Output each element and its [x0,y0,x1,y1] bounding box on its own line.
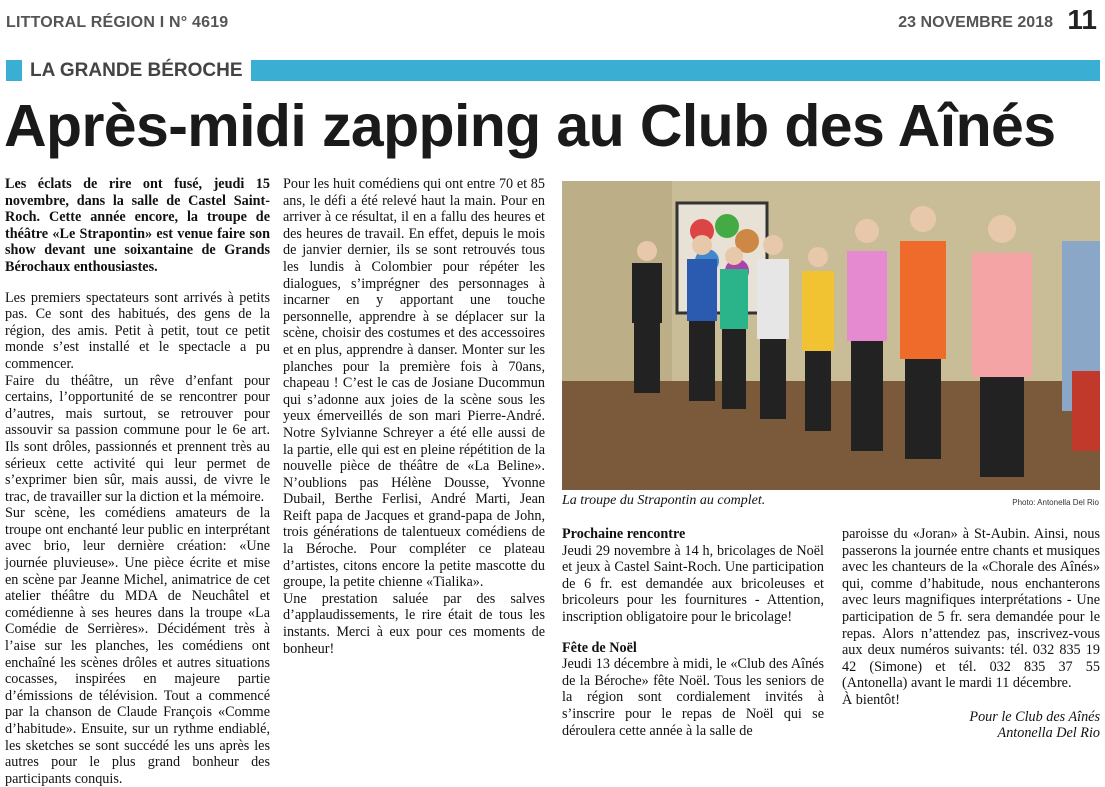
events-column-1 [562,526,824,739]
article-column-2 [283,176,545,657]
christmas-text: Jeudi 13 décembre à midi, le «Club des Aînés de la Béroche» fête Noël. Tous les seniors de la région sont cordialement invités à s’inscrire pour le repas de Noël qui se déroulera cette année à la salle de [562,656,824,739]
article-column-1 [5,176,270,787]
events-column-2 [842,526,1100,742]
photo-caption: La troupe du Strapontin au complet. [562,493,766,508]
signature-author: Antonella Del Rio [997,725,1100,742]
christmas-text-continued: paroisse du «Joran» à St-Aubin. Ainsi, nous passerons la journée entre chants et musiques avec les chanteurs de la «Chorale des Aînés» qui, comme d’habitude, nous enchanterons avec leurs magnifiques interprétations - Une participation de 5 fr. sera demandée pour le repas. Alors n’attendez pas, inscrivez-vous aux deux numéros suivants: tél. 032 835 19 42 (Simone) et tél. 032 835 37 55 (Antonella) avant le mardi 11 décembre. [842,526,1100,692]
section-marker [6,63,20,77]
article-paragraph: Pour les huit comédiens qui ont entre 70 et 85 ans, le défi a été relevé haut la main. Pour en arriver à ce résultat, il en a fallu des heures et des heures de travail. En effet, depuis le mois de janvier dernier, ils se sont retrouvés tous les lundis à Colombier pour répéter les dialogues, s’imprégner des personnages à incarner en y apportant une touche personnelle, apprendre à se déplacer sur la scène, choisir des costumes et des accessoires et en plus, apprendre à danser. Monter sur les planches pour la première fois à 70ans, chapeau ! C’est le cas de Josiane Ducommun qui s’adonne aux joies de la scène sous les yeux émerveillés de son mari Pierre-André. Notre Sylvianne Schreyer a été elle aussi de la partie, elle qui est en pleine répétition de la nouvelle pièce de théâtre de «La Beline». N’oublions pas Hélène Dousse, Yvonne Dubail, Berthe Ferlisi, André Marti, Jean Reift papa de Jacques et grand-papa de John, trois générations de talentueux comédiens de la Béroche. Pour compléter ce plateau d’artistes, citons encore la petite mascotte du groupe, la petite chienne «Tialika». [283,176,545,591]
signature-club: Pour le Club des Aînés [969,708,1100,725]
article-paragraph: Sur scène, les comédiens amateurs de la troupe ont enchanté leur public en interprétant avec brio, leur dernière création: «Une journée pluvieuse». Une pièce écrite et mise en scène par Jeanne Michel, animatrice de cet atelier théâtre du MDA de Neuchâtel et comédienne à ses heures dans la troupe «La Comédie de Serrières». Décidément très à l’aise sur les planches, les comédiens ont enchaîné les scènes drôles et autres situations cocasses, inspirées en majeure partie d’émissions de télévision. Tout a commencé par la chanson de Claude François «Comme d’habitude». Ensuite, sur un rythme endiablé, les sketches se sont succédé les uns après les autres pour le plus grand bonheur des participants conquis. [5,505,270,787]
christmas-title: Fête de Noël [562,639,637,656]
page-header [0,0,1105,40]
group-photo [562,181,1100,490]
issue-date: 23 NOVEMBRE 2018 [898,14,1053,31]
headline: Après-midi zapping au Club des Aînés [4,93,1056,159]
next-meeting-text: Jeudi 29 novembre à 14 h, bricolages de Noël et jeux à Castel Saint-Roch. Une participation de 6 fr. est demandée aux bricoleuses et bricoleurs pour les fournitures - Attention, inscription obligatoire pour le bricolage! [562,542,824,625]
section-label: LA GRANDE BÉROCHE [22,58,251,83]
article-lead: Les éclats de rire ont fusé, jeudi 15 novembre, dans la salle de Castel Saint-Roch. Cette année encore, la troupe de théâtre «Le Strapontin» est venue faire son show devant une soixantaine de Grands Bérochaux enthousiastes. [5,176,270,275]
closing-line: À bientôt! [842,691,900,708]
article-paragraph: Faire du théâtre, un rêve d’enfant pour certains, l’opportunité de se rencontrer pour d’autres, mais surtout, se retrouver pour assouvir sa passion commune pour le 6e art. Ils sont drôles, passionnés et prennent très au sérieux cette activité qui leur permet de s’exprimer bien sûr, mais aussi, de vivre le trac, de travailler sur la diction et la mémoire. [5,372,270,505]
next-meeting-title: Prochaine rencontre [562,526,686,542]
publication-label: LITTORAL RÉGION I N° 4619 [6,14,229,31]
article-paragraph: Une prestation saluée par des salves d’applaudissements, le rire était de tous les instants. Merci à eux pour ces moments de bonheur! [283,590,545,657]
page-number: 11 [1067,4,1097,35]
photo-credit: Photo: Antonella Del Rio [1012,498,1099,507]
article-paragraph: Les premiers spectateurs sont arrivés à petits pas. Ce sont des habitués, des gens de la région, des amis. Petit à petit, tout ce petit monde s’est installé et le spectacle a pu commencer. [5,289,270,372]
photo-illustration [562,181,1100,490]
